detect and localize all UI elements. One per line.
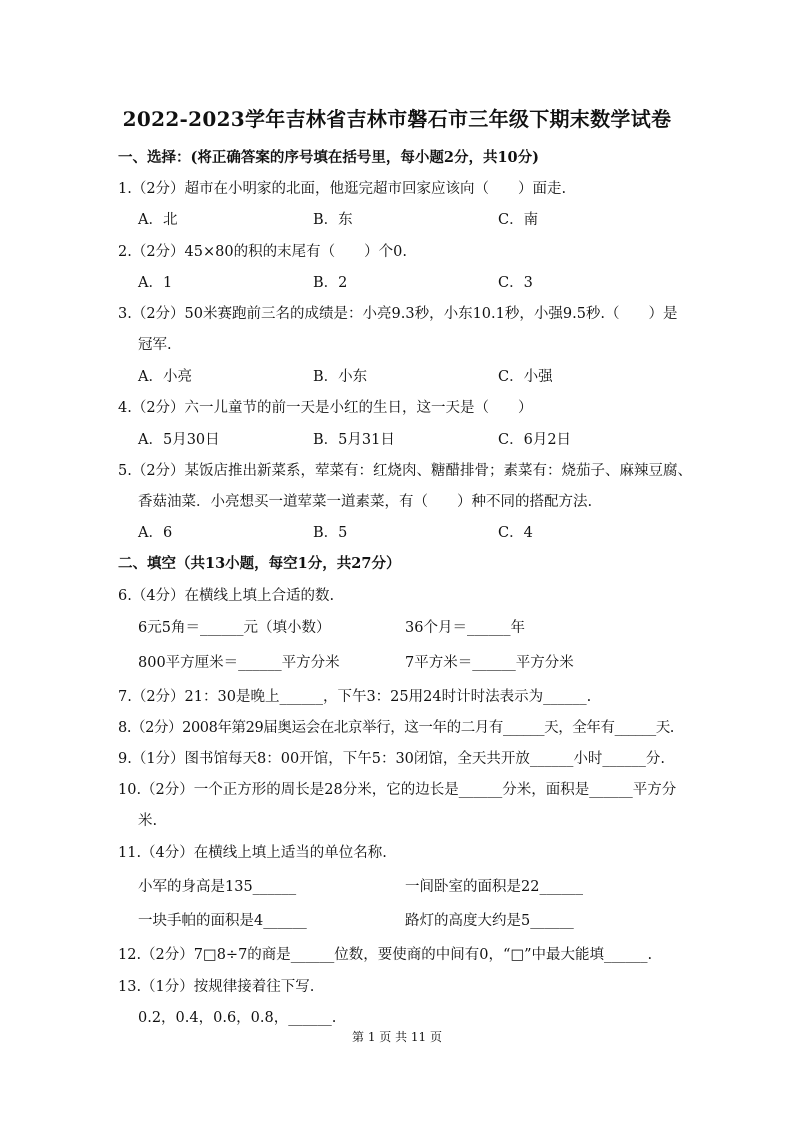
question-3: 3.（2分）50米赛跑前三名的成绩是：小亮9.3秒，小东10.1秒，小强9.5秒.（ ）是 [118,306,678,322]
section-heading-fill: 二、填空（共13小题，每空1分，共27分） [118,555,401,572]
q2-option-a: A．1 [138,275,173,291]
q1-option-a: A．北 [138,212,178,228]
question-10: 10.（2分）一个正方形的周长是28分米，它的边长是______分米，面积是______平方分 [118,782,677,798]
q11-item-4: 路灯的高度大约是5______ [405,913,574,929]
q1-option-c: C．南 [498,212,539,228]
q5-option-b: B．5 [313,525,348,541]
question-10-continuation: 米. [138,813,158,829]
q3-option-c: C．小强 [498,369,553,385]
q2-option-c: C．3 [498,275,533,291]
q6-item-2: 36个月＝______年 [405,620,525,636]
page-title: 2022-2023学年吉林省吉林市磐石市三年级下期末数学试卷 [122,107,672,131]
question-11: 11.（4分）在横线上填上适当的单位名称. [118,845,387,861]
question-7: 7.（2分）21：30是晚上______，下午3：25用24时计时法表示为______. [118,689,592,705]
question-3-continuation: 冠军. [138,337,172,353]
q6-item-4: 7平方米＝______平方分米 [405,655,574,671]
question-1: 1.（2分）超市在小明家的北面，他逛完超市回家应该向（ ）面走. [118,181,567,197]
q4-option-a: A．5月30日 [138,432,220,448]
q4-option-c: C．6月2日 [498,432,572,448]
q3-option-b: B．小东 [313,369,368,385]
question-8: 8.（2分）2008年第29届奥运会在北京举行，这一年的二月有______天，全年有______天. [118,720,675,736]
q5-option-a: A．6 [138,525,173,541]
q5-option-c: C．4 [498,525,533,541]
page-footer: 第 1 页 共 11 页 [352,1030,442,1044]
question-5-continuation: 香菇油菜．小亮想买一道荤菜一道素菜，有（ ）种不同的搭配方法. [138,494,593,510]
question-12: 12.（2分）7□8÷7的商是______位数，要使商的中间有0，“□”中最大能填______. [118,947,653,963]
q4-option-b: B．5月31日 [313,432,395,448]
q11-item-3: 一块手帕的面积是4______ [138,913,307,929]
q2-option-b: B．2 [313,275,348,291]
question-6: 6.（4分）在横线上填上合适的数. [118,588,335,604]
q3-option-a: A．小亮 [138,369,192,385]
question-9: 9.（1分）图书馆每天8：00开馆，下午5：30闭馆，全天共开放______小时______分. [118,751,666,767]
question-5: 5.（2分）某饭店推出新菜系，荤菜有：红烧肉、糖醋排骨；素菜有：烧茄子、麻辣豆腐、 [118,463,693,479]
q11-item-2: 一间卧室的面积是22______ [405,879,583,895]
question-4: 4.（2分）六一儿童节的前一天是小红的生日，这一天是（ ） [118,400,533,416]
q11-item-1: 小军的身高是135______ [138,879,297,895]
question-2: 2.（2分）45×80的积的末尾有（ ）个0. [118,244,407,260]
q1-option-b: B．东 [313,212,353,228]
question-13: 13.（1分）按规律接着往下写. [118,979,315,995]
q6-item-1: 6元5角＝______元（填小数） [138,620,331,636]
question-13-continuation: 0.2，0.4，0.6，0.8，______. [138,1010,337,1026]
q6-item-3: 800平方厘米＝______平方分米 [138,655,340,671]
section-heading-choice: 一、选择：(将正确答案的序号填在括号里，每小题2分，共10分) [118,149,539,166]
